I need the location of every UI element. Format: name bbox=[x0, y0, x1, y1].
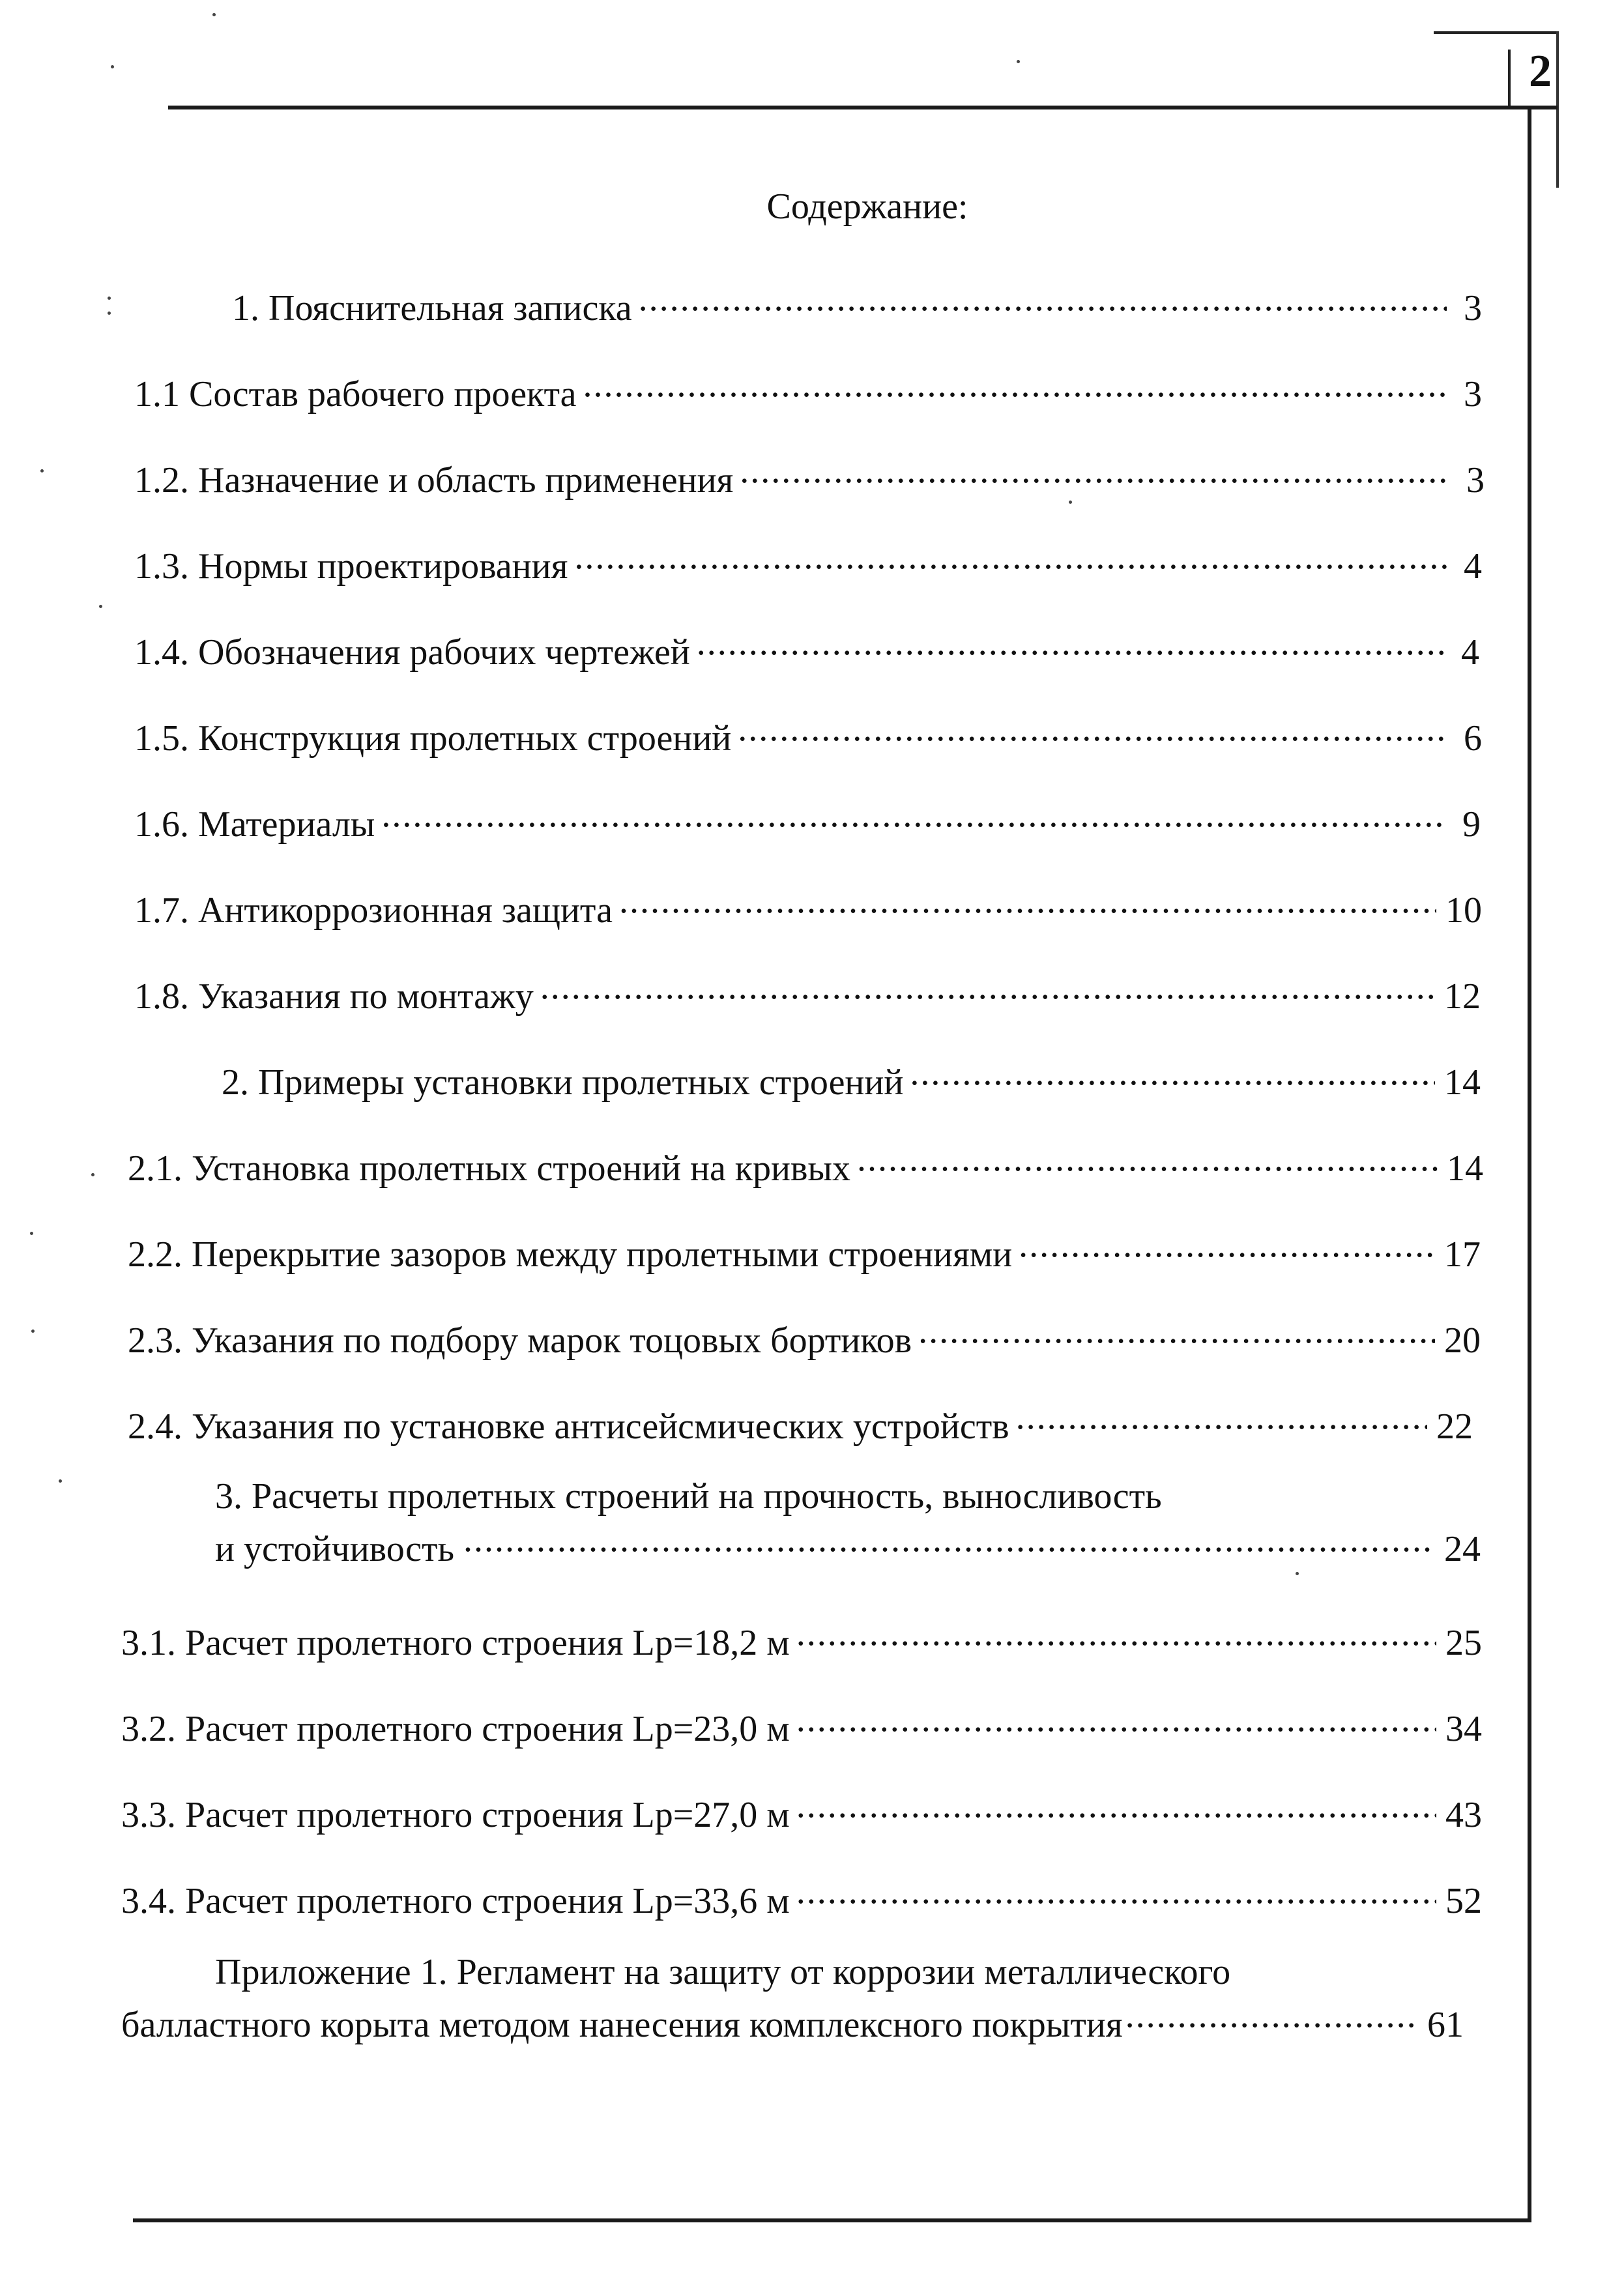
toc-entry bbox=[134, 879, 1482, 932]
toc-entry bbox=[128, 1137, 1483, 1190]
toc-entry-page: 3 bbox=[1466, 460, 1485, 501]
toc-entry-label: 3.1. Расчет пролетного строения Lp=18,2 м bbox=[121, 1623, 790, 1663]
toc-entry-label: 1.3. Нормы проектирования bbox=[134, 546, 568, 587]
dot-leader bbox=[740, 449, 1449, 492]
toc-entry-label: 3.2. Расчет пролетного строения Lp=23,0 м bbox=[121, 1709, 790, 1749]
frame-top-line bbox=[168, 106, 1558, 109]
toc-entry-label: 1.2. Назначение и область применения bbox=[134, 460, 734, 501]
scan-speck bbox=[99, 605, 102, 608]
dot-leader bbox=[463, 1518, 1435, 1561]
toc-entry-line2 bbox=[121, 1994, 1464, 2046]
toc-entry-page: 34 bbox=[1445, 1709, 1482, 1749]
toc-entry-label: 1.6. Материалы bbox=[134, 804, 375, 845]
toc-entry-label: 2.1. Установка пролетных строений на кривых bbox=[128, 1148, 851, 1189]
toc-entry bbox=[128, 1309, 1481, 1362]
toc-entry-label: 1.1 Состав рабочего проекта bbox=[134, 374, 577, 414]
dot-leader bbox=[796, 1612, 1436, 1655]
toc-entry-page: 4 bbox=[1464, 546, 1482, 587]
toc-entry-label: 3.3. Расчет пролетного строения Lp=27,0 м bbox=[121, 1795, 790, 1835]
dot-leader bbox=[796, 1698, 1436, 1741]
toc-entry-page: 20 bbox=[1444, 1320, 1481, 1361]
toc-entry-label: 1.4. Обозначения рабочих чертежей bbox=[134, 632, 690, 673]
scan-speck bbox=[31, 1330, 35, 1333]
toc-entry-page: 52 bbox=[1445, 1881, 1482, 1921]
toc-entry-page: 3 bbox=[1464, 288, 1482, 328]
toc-entry-label: 2. Примеры установки пролетных строений bbox=[222, 1062, 904, 1103]
toc-entry bbox=[134, 621, 1479, 674]
toc-entry-page: 3 bbox=[1464, 374, 1482, 414]
toc-entry bbox=[121, 1612, 1482, 1664]
dot-leader bbox=[1019, 1223, 1435, 1266]
toc-entry bbox=[134, 363, 1482, 416]
toc-entry bbox=[134, 965, 1481, 1018]
scan-speck bbox=[108, 297, 111, 300]
toc-entry bbox=[128, 1223, 1481, 1276]
toc-entry-page: 22 bbox=[1436, 1406, 1473, 1447]
toc-entry-page: 24 bbox=[1444, 1529, 1481, 1569]
toc-entry-page: 14 bbox=[1444, 1062, 1481, 1103]
toc-entry-page: 9 bbox=[1462, 804, 1481, 845]
toc-entry-label: 2.3. Указания по подбору марок тоцовых бортиков bbox=[128, 1320, 912, 1361]
toc-entry bbox=[121, 1698, 1482, 1751]
dot-leader bbox=[639, 277, 1447, 320]
toc-entry-page: 12 bbox=[1444, 976, 1481, 1017]
dot-leader bbox=[857, 1137, 1438, 1180]
toc-entry bbox=[128, 1395, 1473, 1448]
toc-entry bbox=[222, 1051, 1481, 1104]
scan-speck bbox=[108, 312, 111, 315]
toc-entry bbox=[134, 707, 1482, 760]
dot-leader bbox=[619, 879, 1436, 922]
dot-leader bbox=[697, 621, 1444, 664]
toc-entry bbox=[121, 1951, 1464, 2046]
toc-entry bbox=[232, 277, 1482, 330]
frame-right-line bbox=[1528, 106, 1531, 2222]
toc-entry bbox=[134, 535, 1482, 588]
dot-leader bbox=[910, 1051, 1435, 1094]
dot-leader bbox=[574, 535, 1447, 578]
toc-entry-label: 1.5. Конструкция пролетных строений bbox=[134, 718, 732, 759]
dot-leader bbox=[796, 1870, 1436, 1913]
frame-outer-edge bbox=[1556, 31, 1559, 188]
dot-leader bbox=[583, 363, 1447, 406]
scan-speck bbox=[91, 1173, 94, 1176]
toc-entry-line2 bbox=[215, 1518, 1481, 1571]
scan-speck bbox=[111, 65, 114, 68]
dot-leader bbox=[1125, 1994, 1418, 2037]
scan-speck bbox=[30, 1232, 33, 1235]
scan-speck bbox=[1296, 1572, 1299, 1575]
dot-leader bbox=[796, 1784, 1436, 1827]
toc-entry-label: 2.4. Указания по установке антисейсмических устройств bbox=[128, 1406, 1009, 1447]
frame-stamp-edge bbox=[1508, 50, 1511, 108]
toc-entry-label-line1: Приложение 1. Регламент на защиту от коррозии металлического bbox=[215, 1952, 1231, 1992]
dot-leader bbox=[738, 707, 1447, 750]
toc-entry-label-line2: балластного корыта методом нанесения комплексного покрытия bbox=[121, 2005, 1123, 2045]
toc-entry-label-line1: 3. Расчеты пролетных строений на прочность, выносливость bbox=[215, 1476, 1162, 1517]
toc-entry-page: 61 bbox=[1427, 2005, 1464, 2045]
scan-speck bbox=[59, 1479, 62, 1483]
toc-entry-page: 6 bbox=[1464, 718, 1482, 759]
toc-entry-label: 2.2. Перекрытие зазоров между пролетными строениями bbox=[128, 1234, 1013, 1275]
sheet-number: 2 bbox=[1529, 46, 1552, 96]
toc-entry-label: 3.4. Расчет пролетного строения Lp=33,6 м bbox=[121, 1881, 790, 1921]
dot-leader bbox=[918, 1309, 1435, 1352]
toc-entry-page: 43 bbox=[1445, 1795, 1482, 1835]
scan-speck bbox=[212, 13, 216, 16]
toc-entry-page: 25 bbox=[1445, 1623, 1482, 1663]
scan-speck bbox=[40, 469, 44, 472]
toc-entry-label: 1. Пояснительная записка bbox=[232, 288, 632, 328]
dot-leader bbox=[381, 793, 1445, 836]
toc-entry bbox=[121, 1870, 1482, 1923]
scan-speck bbox=[1017, 60, 1020, 63]
toc-entry bbox=[121, 1784, 1482, 1837]
toc-entry bbox=[134, 793, 1481, 846]
page-title: Содержание: bbox=[766, 186, 968, 227]
toc-entry-page: 14 bbox=[1447, 1148, 1483, 1189]
toc-entry-label: 1.8. Указания по монтажу bbox=[134, 976, 534, 1017]
toc-entry-page: 17 bbox=[1444, 1234, 1481, 1275]
toc-entry-page: 4 bbox=[1461, 632, 1479, 673]
dot-leader bbox=[1016, 1395, 1427, 1438]
toc-entry bbox=[215, 1475, 1481, 1571]
toc-entry-page: 10 bbox=[1445, 890, 1482, 931]
frame-stamp-line bbox=[1434, 31, 1558, 34]
dot-leader bbox=[540, 965, 1435, 1008]
toc-entry-label-line2: и устойчивость bbox=[215, 1529, 454, 1569]
toc-entry bbox=[134, 449, 1485, 502]
frame-bottom-line bbox=[133, 2218, 1531, 2222]
toc-entry-label: 1.7. Антикоррозионная защита bbox=[134, 890, 613, 931]
